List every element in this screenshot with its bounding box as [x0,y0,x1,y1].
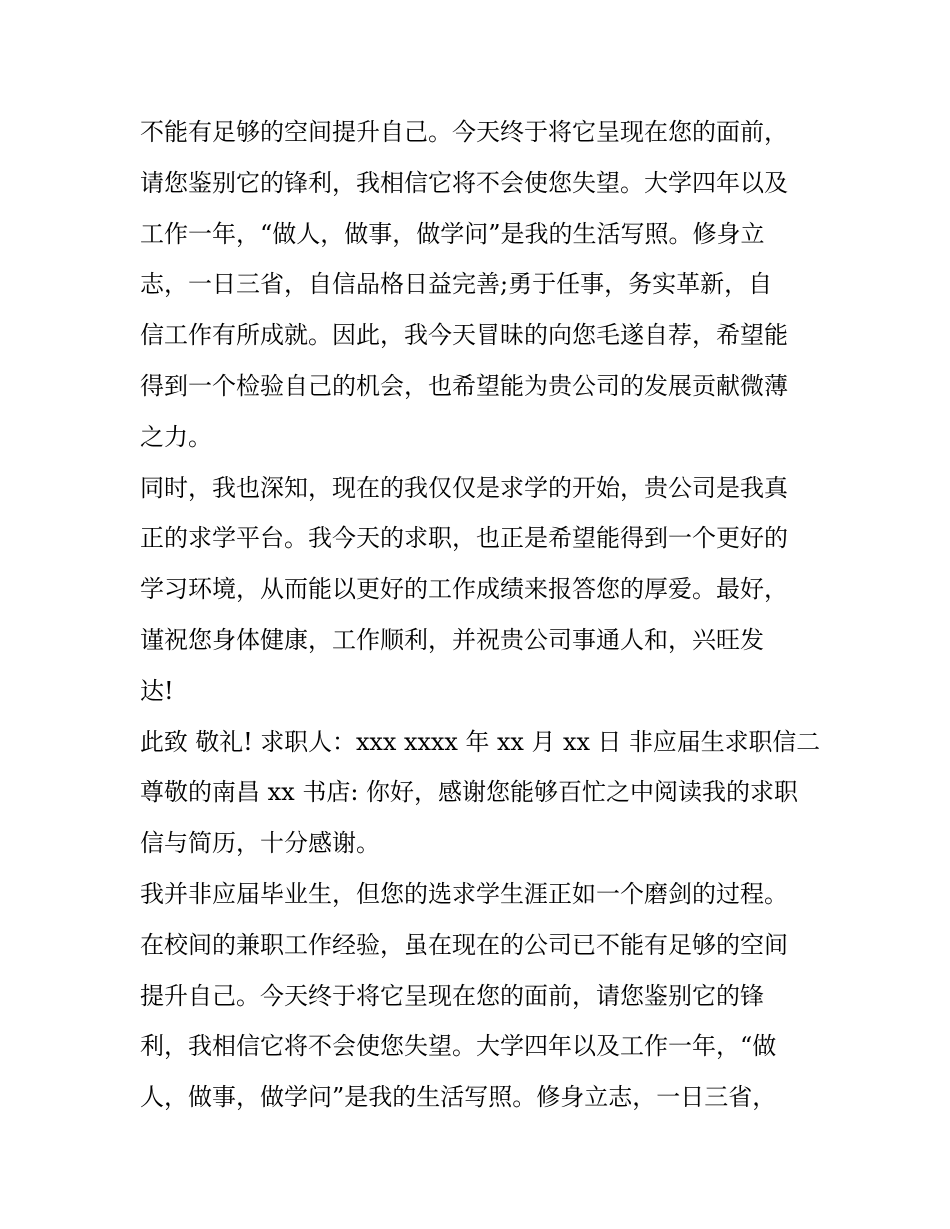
text-line: 工作一年，“做人，做事，做学问”是我的生活写照。修身立 [140,219,765,248]
text-line: 同时，我也深知，现在的我仅仅是求学的开始，贵公司是我真 [140,473,788,502]
text-line: 正的求学平台。我今天的求职，也正是希望能得到一个更好的 [140,524,788,553]
text-line: 信工作有所成就。因此，我今天冒昧的向您毛遂自荐，希望能 [140,321,788,350]
text-line: 志，一日三省，自信品格日益完善;勇于任事，务实革新，自 [140,270,773,299]
text-line: 得到一个检验自己的机会，也希望能为贵公司的发展贡献微薄 [140,371,788,400]
text-line: 学习环境，从而能以更好的工作成绩来报答您的厚爱。最好， [140,575,788,604]
letter-body [140,107,820,1123]
text-line: 之力。 [140,422,212,451]
text-line: 提升自己。今天终于将它呈现在您的面前，请您鉴别它的锋 [140,981,764,1010]
text-line: 利，我相信它将不会使您失望。大学四年以及工作一年，“做 [140,1032,777,1061]
text-line: 请您鉴别它的锋利，我相信它将不会使您失望。大学四年以及 [140,168,788,197]
text-line: 人，做事，做学问”是我的生活写照。修身立志，一日三省， [140,1083,777,1112]
text-line: 尊敬的南昌 xx 书店: 你好，感谢您能够百忙之中阅读我的求职 [140,778,799,807]
text-line: 信与简历，十分感谢。 [140,829,380,858]
text-line: 此致 敬礼! 求职人：xxx xxxx 年 xx 月 xx 日 非应届生求职信二 [140,727,821,756]
text-line: 达! [140,676,174,705]
text-line: 谨祝您身体健康，工作顺利，并祝贵公司事通人和，兴旺发 [140,625,764,654]
text-line: 我并非应届毕业生，但您的选求学生涯正如一个磨剑的过程。 [140,879,788,908]
text-line: 在校间的兼职工作经验，虽在现在的公司已不能有足够的空间 [140,930,788,959]
text-line: 不能有足够的空间提升自己。今天终于将它呈现在您的面前， [140,118,788,146]
